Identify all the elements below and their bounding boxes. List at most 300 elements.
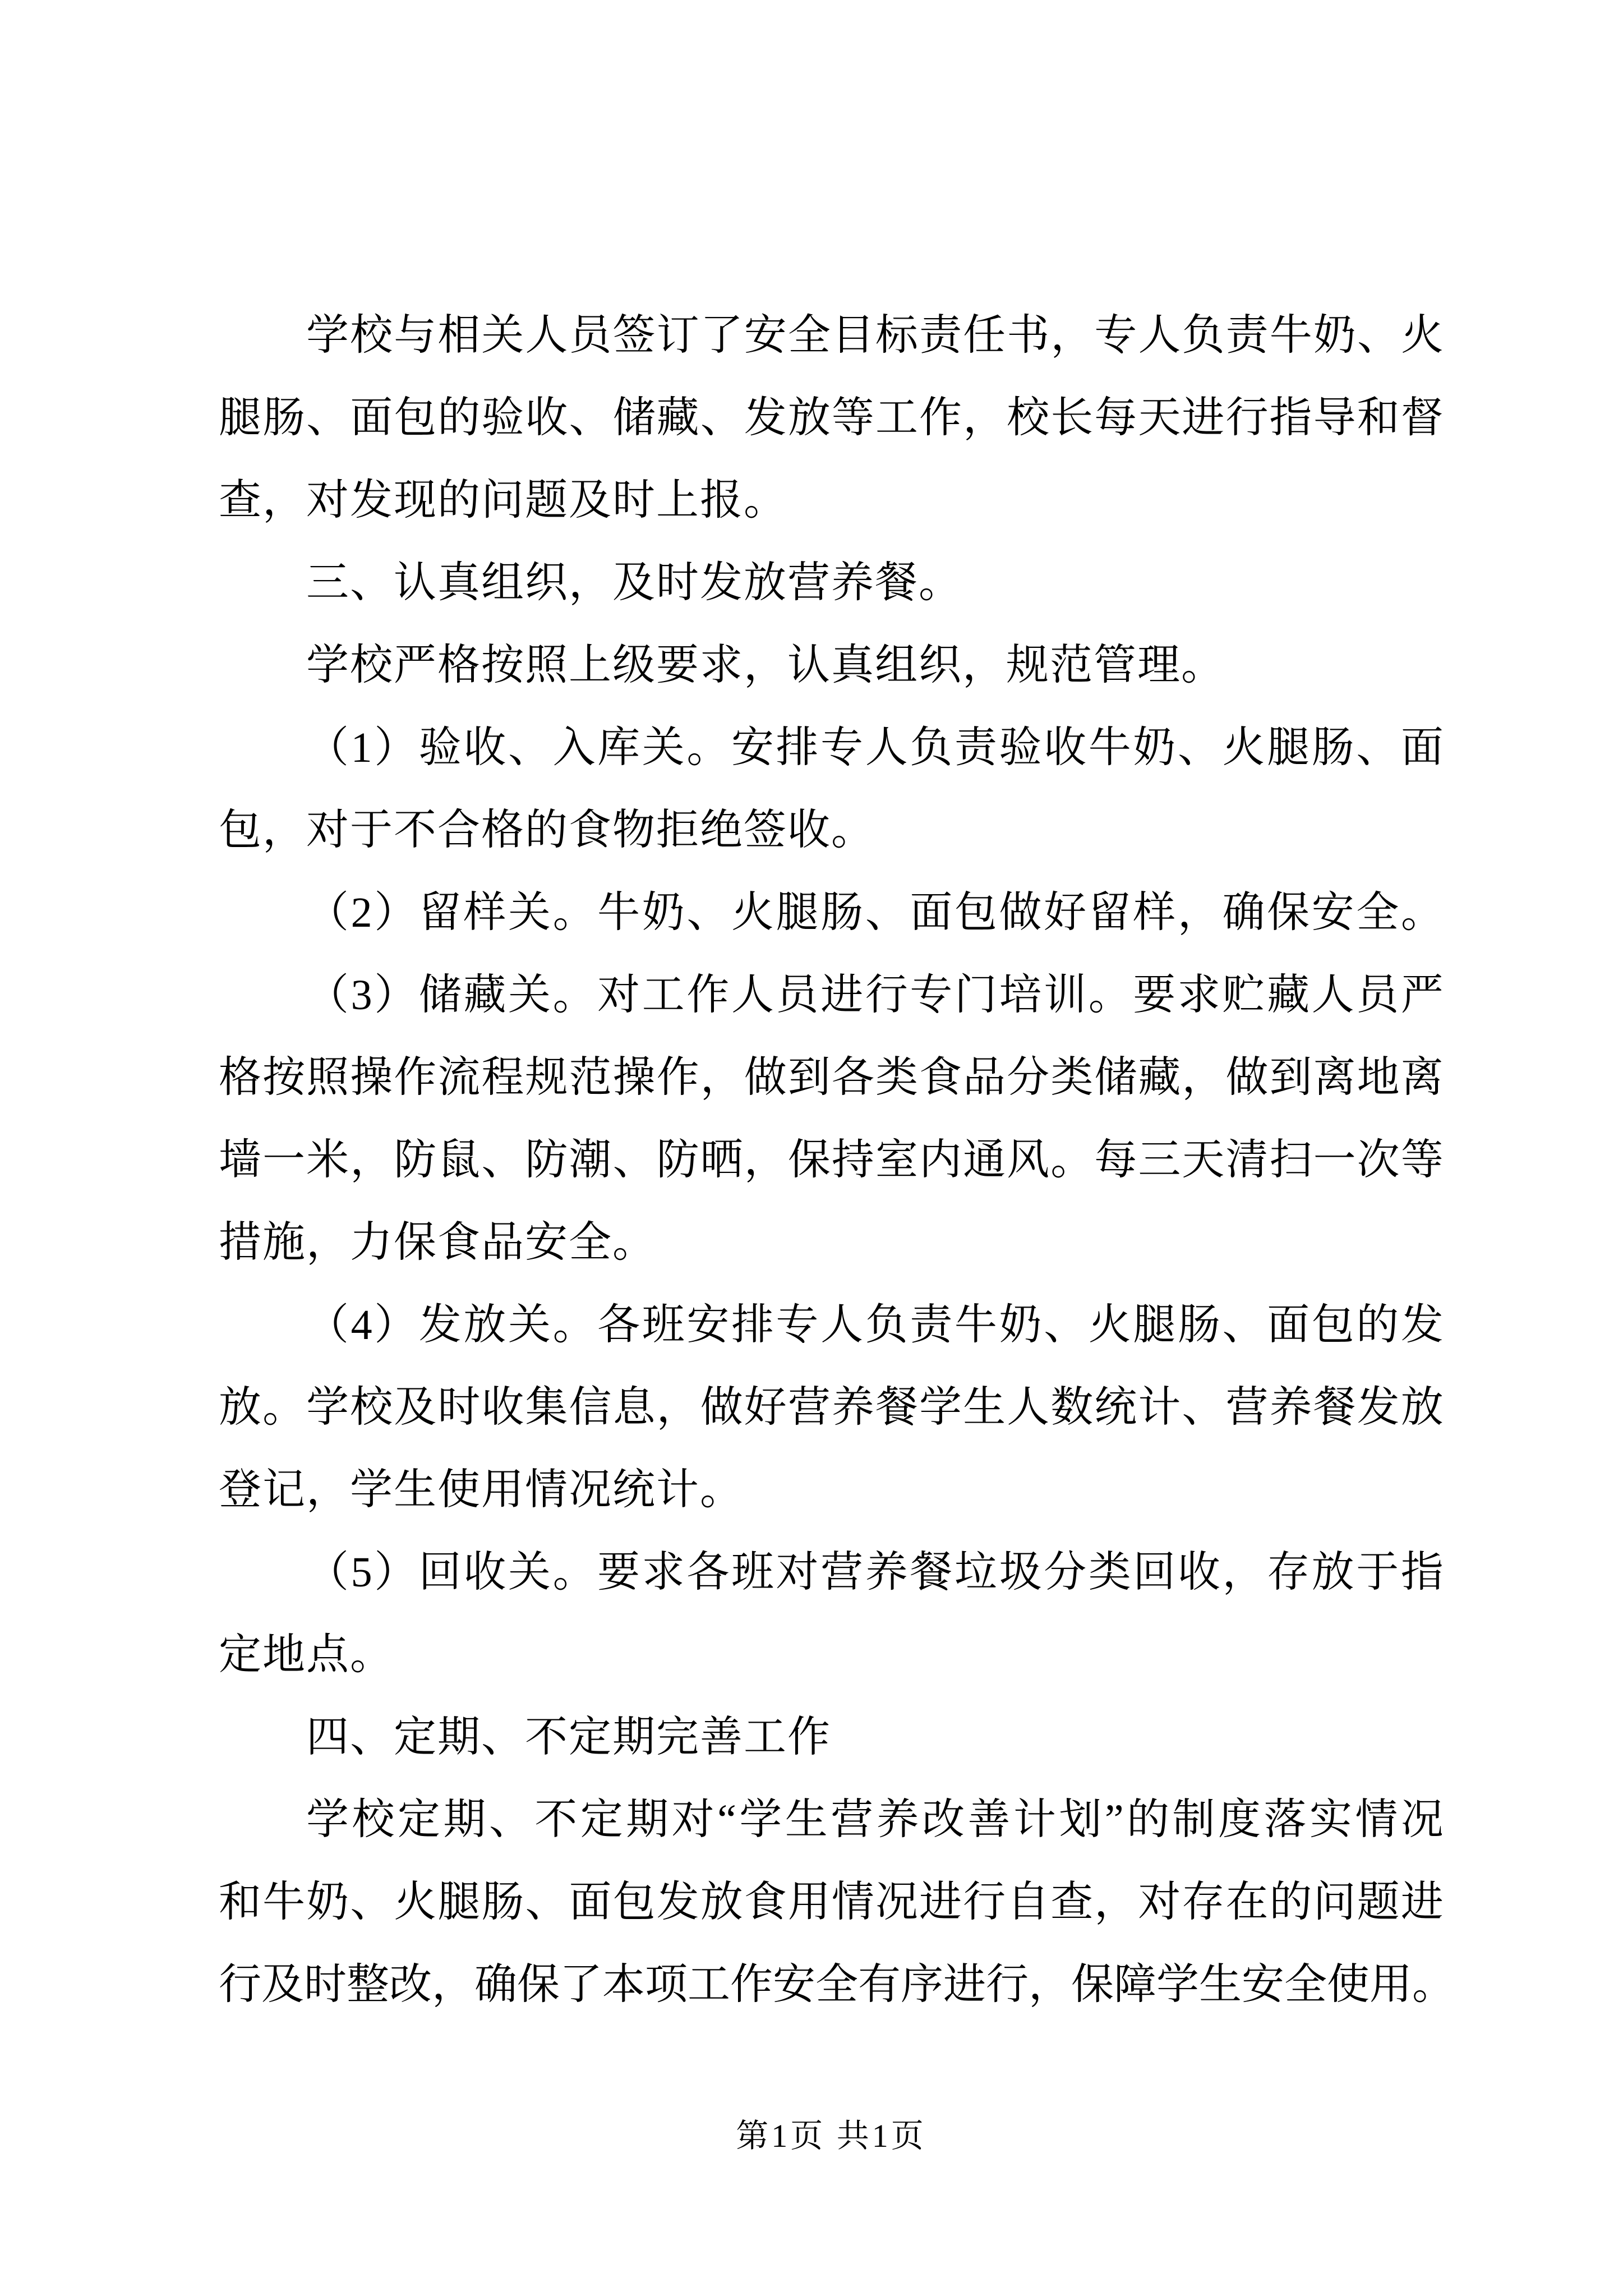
text-char: 营 xyxy=(1225,1384,1269,1431)
text-char: 的 xyxy=(437,394,481,441)
text-char: 负 xyxy=(910,724,953,771)
text-char: 、 xyxy=(1222,1301,1265,1349)
text-char: 负 xyxy=(865,1301,908,1349)
text-char: 做 xyxy=(999,889,1042,936)
text-char: 落 xyxy=(1264,1796,1307,1843)
text-char: 营 xyxy=(820,1549,864,1596)
text-char: 、 xyxy=(488,1796,532,1843)
text-char: 收 xyxy=(1177,1549,1220,1596)
text-char: 肠 xyxy=(1311,724,1354,771)
text-char: 门 xyxy=(954,972,997,1019)
text-char: ） xyxy=(374,889,417,936)
text-char: 到 xyxy=(1269,1054,1312,1101)
text-char: 牛 xyxy=(1269,312,1312,359)
text-char: ， xyxy=(963,394,1006,441)
text-char: 。 xyxy=(552,972,596,1019)
text-char: 人 xyxy=(1007,1384,1050,1431)
text-char: ， xyxy=(700,1054,743,1101)
text-char: 收 xyxy=(1044,724,1087,771)
text-char: 和 xyxy=(1357,394,1400,441)
text-char: 保 xyxy=(517,1961,560,2008)
text-char: 员 xyxy=(1356,972,1399,1019)
text-char: 确 xyxy=(1222,889,1265,936)
text-char: 查 xyxy=(1050,1879,1094,1926)
text-char: 长 xyxy=(1050,394,1094,441)
text-char: 责 xyxy=(1225,312,1269,359)
text-char: 收 xyxy=(463,1549,506,1596)
text-line: 四、定期、不定期完善工作 xyxy=(306,1714,831,1761)
text-char: 安 xyxy=(731,724,774,771)
text-char: 善 xyxy=(967,1796,1011,1843)
text-char: 腿 xyxy=(437,1879,481,1926)
text-char: 藏 xyxy=(1267,972,1310,1019)
text-line xyxy=(219,1366,1444,1449)
text-char: 包 xyxy=(612,1879,656,1926)
text-char: 安 xyxy=(773,1961,815,2008)
text-char: 潮 xyxy=(569,1137,612,1184)
text-char: 牛 xyxy=(954,1301,997,1349)
text-char: 食 xyxy=(919,1054,962,1101)
text-char: 校 xyxy=(350,312,393,359)
text-char: 任 xyxy=(963,312,1006,359)
text-char: 工 xyxy=(642,972,685,1019)
text-char: 腿 xyxy=(776,889,819,936)
text-char: 储 xyxy=(418,972,462,1019)
text-char: 1 xyxy=(351,724,372,771)
text-char: 养 xyxy=(1269,1384,1312,1431)
text-char: ） xyxy=(374,972,417,1019)
text-char: 等 xyxy=(831,394,874,441)
text-char: 工 xyxy=(688,1961,730,2008)
text-char: 实 xyxy=(1309,1796,1352,1843)
text-char: ， xyxy=(1177,889,1220,936)
text-char: 火 xyxy=(1222,724,1265,771)
text-char: 于 xyxy=(1356,1549,1399,1596)
text-char: 、 xyxy=(306,394,349,441)
text-char: 关 xyxy=(481,312,524,359)
text-char: 分 xyxy=(1044,1549,1087,1596)
text-line xyxy=(219,872,1444,954)
text-char: 全 xyxy=(787,312,831,359)
text-char: 的 xyxy=(1356,1301,1399,1349)
text-char: 对 xyxy=(1138,1879,1181,1926)
text-char: 、 xyxy=(350,1879,393,1926)
text-char: 、 xyxy=(1044,1301,1087,1349)
text-char: 垃 xyxy=(954,1549,997,1596)
text-char: 不 xyxy=(534,1796,578,1843)
text-char: 肠 xyxy=(262,394,306,441)
text-char: 养 xyxy=(865,1549,908,1596)
text-char: 、 xyxy=(686,889,730,936)
text-char: 验 xyxy=(418,724,462,771)
text-char: 储 xyxy=(1094,1054,1137,1101)
text-char: 。 xyxy=(686,724,730,771)
text-line xyxy=(219,295,1444,377)
text-char: 相 xyxy=(437,312,481,359)
text-char: 人 xyxy=(731,972,774,1019)
text-line xyxy=(219,954,1444,1037)
text-char: 2 xyxy=(351,889,372,936)
text-char: ， xyxy=(432,1961,474,2008)
text-char: 晒 xyxy=(700,1137,743,1184)
text-char: 校 xyxy=(352,1796,395,1843)
text-char: 火 xyxy=(1400,312,1444,359)
text-char: 进 xyxy=(943,1961,986,2008)
text-char: 学 xyxy=(306,1384,349,1431)
text-char: ） xyxy=(374,1549,417,1596)
text-char: （ xyxy=(306,889,349,936)
text-char: 关 xyxy=(508,889,551,936)
text-char: 、 xyxy=(508,724,551,771)
text-char: 放 xyxy=(463,1301,506,1349)
text-char: 安 xyxy=(686,1301,730,1349)
text-char: 按 xyxy=(262,1054,306,1101)
text-char: ， xyxy=(1050,312,1094,359)
text-char: 人 xyxy=(865,724,908,771)
text-char: 定 xyxy=(580,1796,623,1843)
text-char: 安 xyxy=(744,312,787,359)
text-line xyxy=(219,707,1444,789)
text-char: 、 xyxy=(865,889,908,936)
text-char: 回 xyxy=(418,1549,462,1596)
text-char: 对 xyxy=(776,1549,819,1596)
text-char: 学 xyxy=(1156,1961,1199,2008)
text-char: 人 xyxy=(1138,312,1181,359)
text-char: 时 xyxy=(437,1384,481,1431)
text-char: 验 xyxy=(999,724,1042,771)
text-char: 学 xyxy=(739,1796,782,1843)
text-char: 学 xyxy=(306,312,349,359)
text-char: 障 xyxy=(1114,1961,1156,2008)
text-char: 标 xyxy=(875,312,919,359)
text-char: 督 xyxy=(1400,394,1444,441)
text-char: ， xyxy=(1094,1879,1137,1926)
text-line: 三、认真组织，及时发放营养餐。 xyxy=(306,559,962,606)
text-char: 放 xyxy=(1311,1549,1354,1596)
text-char: 格 xyxy=(219,1054,261,1101)
text-char: 面 xyxy=(910,889,953,936)
text-char: 库 xyxy=(597,724,640,771)
text-char: 肠 xyxy=(820,889,864,936)
text-char: ” xyxy=(1104,1796,1124,1843)
text-char: 作 xyxy=(730,1961,773,2008)
text-char: 作 xyxy=(394,1054,437,1101)
text-char: 全 xyxy=(815,1961,858,2008)
text-char: 藏 xyxy=(1138,1054,1181,1101)
text-char: 地 xyxy=(1357,1054,1400,1101)
text-char: 奶 xyxy=(306,1879,349,1926)
text-char: 、 xyxy=(525,1879,568,1926)
text-char: 行 xyxy=(1225,394,1269,441)
text-char: 生 xyxy=(963,1384,1006,1431)
text-char: 保 xyxy=(787,1137,831,1184)
text-char: 流 xyxy=(437,1054,481,1101)
text-char: 学 xyxy=(306,1796,349,1843)
text-block xyxy=(219,295,1455,2026)
text-char: 进 xyxy=(1182,394,1225,441)
text-char: 食 xyxy=(744,1879,787,1926)
text-line: 措施，力保食品安全。 xyxy=(219,1219,656,1266)
text-char: 面 xyxy=(350,394,393,441)
text-char: 要 xyxy=(1133,972,1176,1019)
text-char: “ xyxy=(717,1796,736,1843)
text-char: 防 xyxy=(525,1137,568,1184)
text-char: 进 xyxy=(820,972,864,1019)
text-char: 发 xyxy=(656,1879,699,1926)
text-char: 要 xyxy=(597,1549,640,1596)
text-char: 。 xyxy=(1050,1137,1094,1184)
text-char: 范 xyxy=(569,1054,612,1101)
text-char: 。 xyxy=(552,1549,596,1596)
text-char: 餐 xyxy=(1313,1384,1356,1431)
text-char: 离 xyxy=(1313,1054,1356,1101)
text-char: 肠 xyxy=(1177,1301,1220,1349)
text-line xyxy=(219,377,1444,459)
text-char: 。 xyxy=(1088,972,1131,1019)
text-char: 定 xyxy=(397,1796,440,1843)
text-char: 风 xyxy=(1007,1137,1050,1184)
text-char: 、 xyxy=(1177,724,1220,771)
text-char: 、 xyxy=(1356,724,1399,771)
text-char: 行 xyxy=(963,1879,1006,1926)
text-char: 收 xyxy=(463,724,506,771)
text-char: 改 xyxy=(389,1961,432,2008)
text-char: 发 xyxy=(418,1301,462,1349)
text-char: 程 xyxy=(481,1054,524,1101)
text-char: 入 xyxy=(552,724,596,771)
text-char: 验 xyxy=(481,394,524,441)
text-char: 作 xyxy=(919,394,962,441)
text-line: 查，对发现的问题及时上报。 xyxy=(219,477,787,524)
text-char: 。 xyxy=(1400,889,1444,936)
text-char: 序 xyxy=(901,1961,943,2008)
text-line xyxy=(219,1037,1444,1119)
text-char: 一 xyxy=(1313,1137,1356,1184)
text-char: 确 xyxy=(474,1961,517,2008)
text-char: 保 xyxy=(1071,1961,1114,2008)
text-line: 学校严格按照上级要求，认真组织，规范管理。 xyxy=(306,642,1225,689)
text-line xyxy=(219,1861,1444,1944)
text-char: 做 xyxy=(1225,1054,1269,1101)
text-char: 放 xyxy=(700,1879,743,1926)
text-char: 3 xyxy=(351,972,372,1019)
text-char: 防 xyxy=(394,1137,437,1184)
text-char: 存 xyxy=(1182,1879,1225,1926)
text-char: 生 xyxy=(1199,1961,1242,2008)
text-char: 各 xyxy=(597,1301,640,1349)
text-char: ， xyxy=(350,1137,393,1184)
text-char: （ xyxy=(306,1301,349,1349)
text-char: 。 xyxy=(552,889,596,936)
text-char: 求 xyxy=(1177,972,1220,1019)
text-char: 清 xyxy=(1225,1137,1269,1184)
text-char: 收 xyxy=(525,394,568,441)
text-char: 餐 xyxy=(875,1384,918,1431)
text-char: 了 xyxy=(700,312,743,359)
text-char: 鼠 xyxy=(437,1137,481,1184)
text-char: 发 xyxy=(1357,1384,1400,1431)
text-char: 指 xyxy=(1269,394,1312,441)
text-char: 奶 xyxy=(642,889,685,936)
text-line xyxy=(219,1531,1444,1614)
text-char: 墙 xyxy=(219,1137,261,1184)
text-char: 好 xyxy=(744,1384,787,1431)
text-char: 关 xyxy=(508,972,551,1019)
text-char: 信 xyxy=(569,1384,612,1431)
text-char: 数 xyxy=(1050,1384,1094,1431)
text-char: 奶 xyxy=(1133,724,1176,771)
text-char: 。 xyxy=(552,1301,596,1349)
text-char: 腿 xyxy=(1133,1301,1176,1349)
text-char: ， xyxy=(656,1384,699,1431)
text-char: 用 xyxy=(787,1879,831,1926)
text-char: 安 xyxy=(1242,1961,1284,2008)
text-char: 火 xyxy=(1088,1301,1131,1349)
text-char: 及 xyxy=(394,1384,437,1431)
text-char: 行 xyxy=(219,1961,261,2008)
text-char: 人 xyxy=(525,312,568,359)
text-char: 包 xyxy=(954,889,997,936)
text-char: 专 xyxy=(910,972,953,1019)
text-char: 各 xyxy=(686,1549,730,1596)
text-line: 登记，学生使用情况统计。 xyxy=(219,1466,744,1513)
text-char: 面 xyxy=(1267,1301,1310,1349)
text-char: ） xyxy=(374,724,417,771)
text-char: 4 xyxy=(351,1301,372,1349)
text-char: 防 xyxy=(656,1137,699,1184)
text-char: 发 xyxy=(744,394,787,441)
text-char: 养 xyxy=(831,1384,874,1431)
text-char: 目 xyxy=(831,312,874,359)
text-char: 藏 xyxy=(463,972,506,1019)
text-char: ， xyxy=(1029,1961,1071,2008)
text-char: 安 xyxy=(1311,889,1354,936)
text-char: 统 xyxy=(1094,1384,1137,1431)
text-char: 作 xyxy=(656,1054,699,1101)
text-char: （ xyxy=(306,724,349,771)
text-char: 全 xyxy=(1284,1961,1327,2008)
text-char: 离 xyxy=(1400,1054,1444,1101)
text-char: 存 xyxy=(1267,1549,1310,1596)
text-char: 进 xyxy=(1400,1879,1444,1926)
text-char: 责 xyxy=(919,312,962,359)
text-char: 腿 xyxy=(219,394,261,441)
text-char: 营 xyxy=(831,1796,874,1843)
text-char: 火 xyxy=(731,889,774,936)
text-char: 天 xyxy=(1182,1137,1225,1184)
text-char: 培 xyxy=(999,972,1042,1019)
text-char: 计 xyxy=(1138,1384,1181,1431)
text-char: 项 xyxy=(645,1961,688,2008)
text-char: （ xyxy=(306,1549,349,1596)
text-char: 放 xyxy=(1400,1384,1444,1431)
text-char: 在 xyxy=(1225,1879,1269,1926)
text-char: 持 xyxy=(831,1137,874,1184)
text-char: 分 xyxy=(1007,1054,1050,1101)
text-char: 关 xyxy=(508,1301,551,1349)
text-char: 包 xyxy=(1311,1301,1354,1349)
text-char: 。 xyxy=(1412,1961,1455,2008)
text-char: 导 xyxy=(1313,394,1356,441)
text-char: 行 xyxy=(865,972,908,1019)
text-char: 保 xyxy=(1267,889,1310,936)
text-char: 校 xyxy=(1007,394,1050,441)
text-char: 专 xyxy=(1094,312,1137,359)
text-char: 求 xyxy=(642,1549,685,1596)
text-char: 与 xyxy=(394,312,437,359)
text-char: 留 xyxy=(1088,889,1131,936)
text-char: 负 xyxy=(1182,312,1225,359)
text-line xyxy=(219,1119,1444,1202)
text-char: 对 xyxy=(671,1796,714,1843)
text-char: 书 xyxy=(1007,312,1050,359)
text-char: 类 xyxy=(1088,1549,1131,1596)
text-char: 、 xyxy=(612,1137,656,1184)
text-char: 工 xyxy=(875,394,918,441)
text-char: 肠 xyxy=(481,1879,524,1926)
text-char: 了 xyxy=(560,1961,602,2008)
text-char: 排 xyxy=(776,724,819,771)
text-char: 用 xyxy=(1370,1961,1412,2008)
text-char: 划 xyxy=(1059,1796,1102,1843)
text-char: 5 xyxy=(351,1549,372,1596)
text-char: 制 xyxy=(1172,1796,1215,1843)
text-char: 况 xyxy=(1400,1796,1444,1843)
text-char: 严 xyxy=(1400,972,1444,1019)
text-char: 各 xyxy=(831,1054,874,1101)
text-char: 到 xyxy=(787,1054,831,1101)
text-char: 留 xyxy=(418,889,462,936)
text-char: 品 xyxy=(963,1054,1006,1101)
text-line xyxy=(219,1779,1444,1861)
text-char: 每 xyxy=(1094,1137,1137,1184)
text-char: 员 xyxy=(569,312,612,359)
text-char: 牛 xyxy=(262,1879,306,1926)
text-char: 对 xyxy=(597,972,640,1019)
text-char: 样 xyxy=(1133,889,1176,936)
text-char: 每 xyxy=(1094,394,1137,441)
text-char: 面 xyxy=(569,1879,612,1926)
text-char: 和 xyxy=(219,1879,261,1926)
text-char: 圾 xyxy=(999,1549,1042,1596)
text-char: 训 xyxy=(1044,972,1087,1019)
text-char: 班 xyxy=(642,1301,685,1349)
text-line: 定地点。 xyxy=(219,1631,394,1678)
page-footer: 第1页 共1页 xyxy=(736,2118,926,2154)
text-char: 牛 xyxy=(597,889,640,936)
text-char: ， xyxy=(1182,1054,1225,1101)
text-char: 养 xyxy=(876,1796,919,1843)
text-char: 天 xyxy=(1138,394,1181,441)
text-char: 生 xyxy=(785,1796,828,1843)
text-char: 、 xyxy=(1182,1384,1225,1431)
text-char: 放 xyxy=(219,1384,261,1431)
text-char: 校 xyxy=(350,1384,393,1431)
text-char: 集 xyxy=(525,1384,568,1431)
text-char: 计 xyxy=(1013,1796,1056,1843)
text-char: 类 xyxy=(875,1054,918,1101)
text-char: 人 xyxy=(1311,972,1354,1019)
text-char: 订 xyxy=(656,312,699,359)
text-char: 及 xyxy=(261,1961,304,2008)
text-char: 责 xyxy=(910,1301,953,1349)
text-char: 营 xyxy=(787,1384,831,1431)
text-char: 本 xyxy=(602,1961,645,2008)
text-char: 火 xyxy=(394,1879,437,1926)
text-char: 自 xyxy=(1007,1879,1050,1926)
text-char: 问 xyxy=(1313,1879,1356,1926)
text-char: 、 xyxy=(481,1137,524,1184)
